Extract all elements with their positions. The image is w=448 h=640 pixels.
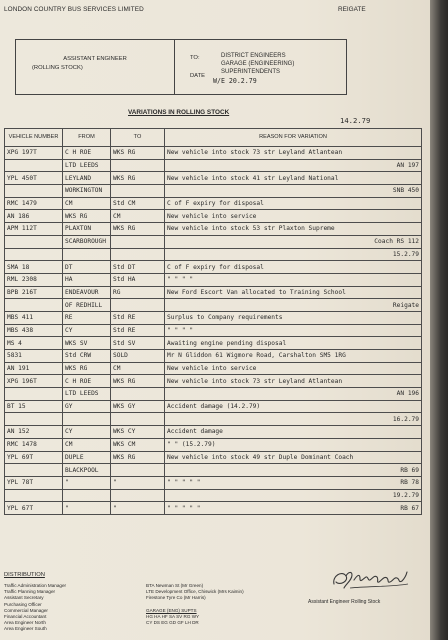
cell-from: LTD LEEDS <box>63 388 111 401</box>
to-line-1: DISTRICT ENGINEERS <box>221 53 286 59</box>
cell-to: WKS RG <box>111 451 165 464</box>
cell-to <box>111 388 165 401</box>
table-row <box>5 147 422 160</box>
cell-vehicle <box>5 413 63 426</box>
cell-to: WKS RG <box>111 223 165 236</box>
cell-vehicle: MBS 438 <box>5 324 63 337</box>
cell-vehicle <box>5 489 63 502</box>
table-row <box>5 451 422 464</box>
cell-to: CM <box>111 362 165 375</box>
cell-reason <box>165 337 422 350</box>
cell-from: ENDEAVOUR <box>63 286 111 299</box>
reason-note-right: 15.2.79 <box>392 250 419 258</box>
table-row <box>5 210 422 223</box>
cell-reason <box>165 235 422 248</box>
reason-text: New vehicle into stock 73 str Leyland Atlantean <box>167 377 343 385</box>
from-line-2: (ROLLING STOCK) <box>32 65 83 71</box>
reason-text: Surplus to Company requirements <box>167 314 283 322</box>
cell-reason <box>165 362 422 375</box>
org-name: LONDON COUNTRY BUS SERVICES LIMITED <box>4 6 144 13</box>
reason-text: Accident damage (14.2.79) <box>167 403 261 411</box>
cell-to: WKS RG <box>111 172 165 185</box>
table-row <box>5 388 422 401</box>
table-row <box>5 185 422 198</box>
distribution-item: Traffic Planning Manager <box>4 589 56 595</box>
cell-vehicle <box>5 248 63 261</box>
reason-note-right: AN 196 <box>396 390 419 398</box>
cell-reason <box>165 476 422 489</box>
table-row <box>5 235 422 248</box>
cell-from: DT <box>63 261 111 274</box>
cell-to <box>111 235 165 248</box>
distribution-item: Area Engineer South <box>4 626 47 632</box>
reason-text: Mr N Gliddon 61 Wigmore Road, Carshalton SM5 1RG <box>167 352 346 360</box>
cell-to: Std RE <box>111 311 165 324</box>
cell-to: RG <box>111 286 165 299</box>
cell-to: WKS RG <box>111 147 165 160</box>
page-edge-shadow <box>430 0 448 640</box>
cell-from: " <box>63 502 111 515</box>
cell-to: SOLD <box>111 350 165 363</box>
table-row <box>5 311 422 324</box>
cell-to: WKS RG <box>111 375 165 388</box>
table-row <box>5 261 422 274</box>
reason-text: Accident damage <box>167 428 223 436</box>
cell-vehicle: RMC 1479 <box>5 197 63 210</box>
reason-text: " " " " <box>167 326 194 334</box>
cell-reason <box>165 451 422 464</box>
variations-table <box>4 128 422 515</box>
table-row <box>5 286 422 299</box>
cell-reason <box>165 159 422 172</box>
cell-to <box>111 299 165 312</box>
reason-text: New vehicle into stock 53 str Plaxton Supreme <box>167 225 335 233</box>
cell-vehicle: YPL 450T <box>5 172 63 185</box>
cell-reason <box>165 324 422 337</box>
cell-vehicle <box>5 235 63 248</box>
cell-from <box>63 489 111 502</box>
cell-vehicle <box>5 159 63 172</box>
table-row <box>5 476 422 489</box>
cell-to: " <box>111 502 165 515</box>
cell-from: HA <box>63 273 111 286</box>
distribution-item: Purchasing Officer <box>4 601 42 607</box>
to-line-2: GARAGE (ENGINEERING) <box>221 61 295 67</box>
distribution-item: Traffic Administration Manager <box>4 583 67 588</box>
cell-to: Std SV <box>111 337 165 350</box>
cell-reason <box>165 185 422 198</box>
signature-caption: Assistant Engineer Rolling Stock <box>308 599 381 605</box>
cell-vehicle: MS 4 <box>5 337 63 350</box>
cell-from: GY <box>63 400 111 413</box>
reason-note-right: RB 78 <box>400 479 419 487</box>
reason-note-right: RB 67 <box>400 504 419 512</box>
cell-from: SCARBOROUGH <box>63 235 111 248</box>
to-label: TO: <box>190 55 200 61</box>
distribution-title: DISTRIBUTION <box>4 572 45 578</box>
cell-vehicle: XPG 197T <box>5 147 63 160</box>
distribution-item: HG HA HF SA SV RG WY <box>146 614 200 620</box>
cell-to <box>111 185 165 198</box>
cell-from: WKS RG <box>63 362 111 375</box>
table-row <box>5 362 422 375</box>
table-row <box>5 426 422 439</box>
cell-reason <box>165 210 422 223</box>
cell-from: Std CRW <box>63 350 111 363</box>
to-line-3: SUPERINTENDENTS <box>221 69 281 75</box>
cell-to <box>111 413 165 426</box>
cell-reason <box>165 311 422 324</box>
cell-reason <box>165 438 422 451</box>
table-row <box>5 273 422 286</box>
cell-reason <box>165 197 422 210</box>
distribution-item: Assistant Secretary <box>4 595 44 601</box>
table-row <box>5 248 422 261</box>
cell-to: Std DT <box>111 261 165 274</box>
reason-note-right: RB 69 <box>400 466 419 474</box>
cell-from: PLAXTON <box>63 223 111 236</box>
cell-vehicle: AN 186 <box>5 210 63 223</box>
reason-text: " " " " <box>167 276 194 284</box>
table-row <box>5 464 422 477</box>
cell-to <box>111 489 165 502</box>
table-row <box>5 223 422 236</box>
distribution-item: BTA Newman St (Mr Green) <box>146 583 204 588</box>
cell-vehicle <box>5 388 63 401</box>
cell-from: LTD LEEDS <box>63 159 111 172</box>
table-body <box>5 147 422 515</box>
cell-reason <box>165 223 422 236</box>
cell-from: CY <box>63 324 111 337</box>
cell-from: C H ROE <box>63 375 111 388</box>
memo-to <box>175 40 346 94</box>
cell-vehicle: AN 152 <box>5 426 63 439</box>
distribution-item: Financial Accountant <box>4 614 47 620</box>
cell-from: LEYLAND <box>63 172 111 185</box>
table-row <box>5 438 422 451</box>
cell-to: " <box>111 476 165 489</box>
cell-from <box>63 413 111 426</box>
reason-text: New vehicle into service <box>167 212 257 220</box>
distribution-item: Commercial Manager <box>4 607 48 613</box>
cell-vehicle <box>5 185 63 198</box>
cell-from: CM <box>63 438 111 451</box>
cell-to: Std CM <box>111 197 165 210</box>
reason-text: New vehicle into stock 73 str Leyland Atlantean <box>167 149 343 157</box>
reason-text: C of F expiry for disposal <box>167 200 264 208</box>
cell-from: OF REDHILL <box>63 299 111 312</box>
cell-to: Std RE <box>111 324 165 337</box>
cell-to: WKS CM <box>111 438 165 451</box>
page-title: VARIATIONS IN ROLLING STOCK <box>128 109 230 116</box>
cell-to: Std HA <box>111 273 165 286</box>
col-from: FROM <box>63 129 111 147</box>
cell-to: WKS CY <box>111 426 165 439</box>
reason-note-right: 19.2.79 <box>392 491 419 499</box>
cell-from: " <box>63 476 111 489</box>
date-value: W/E 20.2.79 <box>213 77 257 85</box>
cell-vehicle: RML 2308 <box>5 273 63 286</box>
cell-vehicle: XPG 196T <box>5 375 63 388</box>
cell-vehicle: YPL 78T <box>5 476 63 489</box>
cell-vehicle: RMC 1478 <box>5 438 63 451</box>
reason-text: " " (15.2.79) <box>167 441 216 449</box>
cell-from: CM <box>63 197 111 210</box>
cell-vehicle <box>5 464 63 477</box>
reason-note-right: Coach RS 112 <box>374 238 419 246</box>
reason-text: New vehicle into stock 49 str Duple Dominant Coach <box>167 453 354 461</box>
distribution-list-mid <box>146 583 244 626</box>
distribution-item: Area Engineer North <box>4 620 46 626</box>
cell-reason <box>165 299 422 312</box>
cell-from: WKS SV <box>63 337 111 350</box>
col-vehicle-number: VEHICLE NUMBER <box>5 129 63 147</box>
reason-note-right: 16.2.79 <box>392 415 419 423</box>
cell-vehicle: BPB 216T <box>5 286 63 299</box>
reason-note-right: Reigate <box>392 301 419 309</box>
table-row <box>5 350 422 363</box>
memo-from <box>16 40 175 94</box>
cell-reason <box>165 286 422 299</box>
cell-reason <box>165 388 422 401</box>
cell-vehicle: YPL 67T <box>5 502 63 515</box>
table-row <box>5 324 422 337</box>
reason-text: " " " " " <box>167 504 201 512</box>
cell-from: C H ROE <box>63 147 111 160</box>
cell-vehicle <box>5 299 63 312</box>
cell-reason <box>165 464 422 477</box>
cell-to: WKS GY <box>111 400 165 413</box>
cell-vehicle: YPL 69T <box>5 451 63 464</box>
table-row <box>5 502 422 515</box>
cell-from: WORKINGTON <box>63 185 111 198</box>
date-label: DATE <box>190 73 206 79</box>
cell-reason <box>165 273 422 286</box>
col-to: TO <box>111 129 165 147</box>
table-row <box>5 413 422 426</box>
cell-reason <box>165 172 422 185</box>
cell-to <box>111 159 165 172</box>
cell-to <box>111 248 165 261</box>
cell-reason <box>165 413 422 426</box>
cell-from: RE <box>63 311 111 324</box>
cell-to: CM <box>111 210 165 223</box>
table-row <box>5 400 422 413</box>
garage-supts-heading: GARAGE (ENG) SUPTS <box>146 607 197 613</box>
cell-from: CY <box>63 426 111 439</box>
table-row <box>5 299 422 312</box>
town-name: REIGATE <box>338 6 366 13</box>
distribution-list-left <box>4 583 66 633</box>
cell-reason <box>165 248 422 261</box>
cell-reason <box>165 261 422 274</box>
table-row <box>5 197 422 210</box>
cell-vehicle: 5831 <box>5 350 63 363</box>
cell-from: DUPLE <box>63 451 111 464</box>
reason-note-right: SNB 450 <box>392 187 419 195</box>
cell-reason <box>165 502 422 515</box>
reason-note-right: AN 197 <box>396 162 419 170</box>
cell-vehicle: BT 15 <box>5 400 63 413</box>
cell-to <box>111 464 165 477</box>
memo-box <box>15 39 347 95</box>
cell-from: WKS RG <box>63 210 111 223</box>
distribution-item: CY DS EG GD GF LH DR <box>146 620 199 626</box>
cell-reason <box>165 426 422 439</box>
reason-text: C of F expiry for disposal <box>167 263 264 271</box>
table-header-row <box>5 129 422 147</box>
cell-from: BLACKPOOL <box>63 464 111 477</box>
reason-text: Awaiting engine pending disposal <box>167 339 287 347</box>
table-row <box>5 489 422 502</box>
cell-vehicle: APM 112T <box>5 223 63 236</box>
table-row <box>5 172 422 185</box>
cell-reason <box>165 489 422 502</box>
signature-image <box>330 566 410 592</box>
cell-reason <box>165 147 422 160</box>
reason-text: " " " " " <box>167 479 201 487</box>
table-row <box>5 337 422 350</box>
distribution-item: LTE Development Office, Chiswick (Mrs Kaimin) <box>146 589 244 595</box>
reason-text: New Ford Escort Van allocated to Training School <box>167 288 346 296</box>
from-line-1: ASSISTANT ENGINEER <box>63 56 127 62</box>
col-reason: REASON FOR VARIATION <box>165 129 422 147</box>
cell-vehicle: SMA 18 <box>5 261 63 274</box>
header-date: 14.2.79 <box>340 116 371 125</box>
table-row <box>5 159 422 172</box>
cell-vehicle: MBS 411 <box>5 311 63 324</box>
reason-text: New vehicle into stock 41 str Leyland National <box>167 174 339 182</box>
distribution-item: Firestone Tyre Co (Mr Harris) <box>146 595 206 601</box>
cell-vehicle: AN 191 <box>5 362 63 375</box>
table-row <box>5 375 422 388</box>
cell-from <box>63 248 111 261</box>
cell-reason <box>165 350 422 363</box>
cell-reason <box>165 400 422 413</box>
cell-reason <box>165 375 422 388</box>
reason-text: New vehicle into service <box>167 365 257 373</box>
